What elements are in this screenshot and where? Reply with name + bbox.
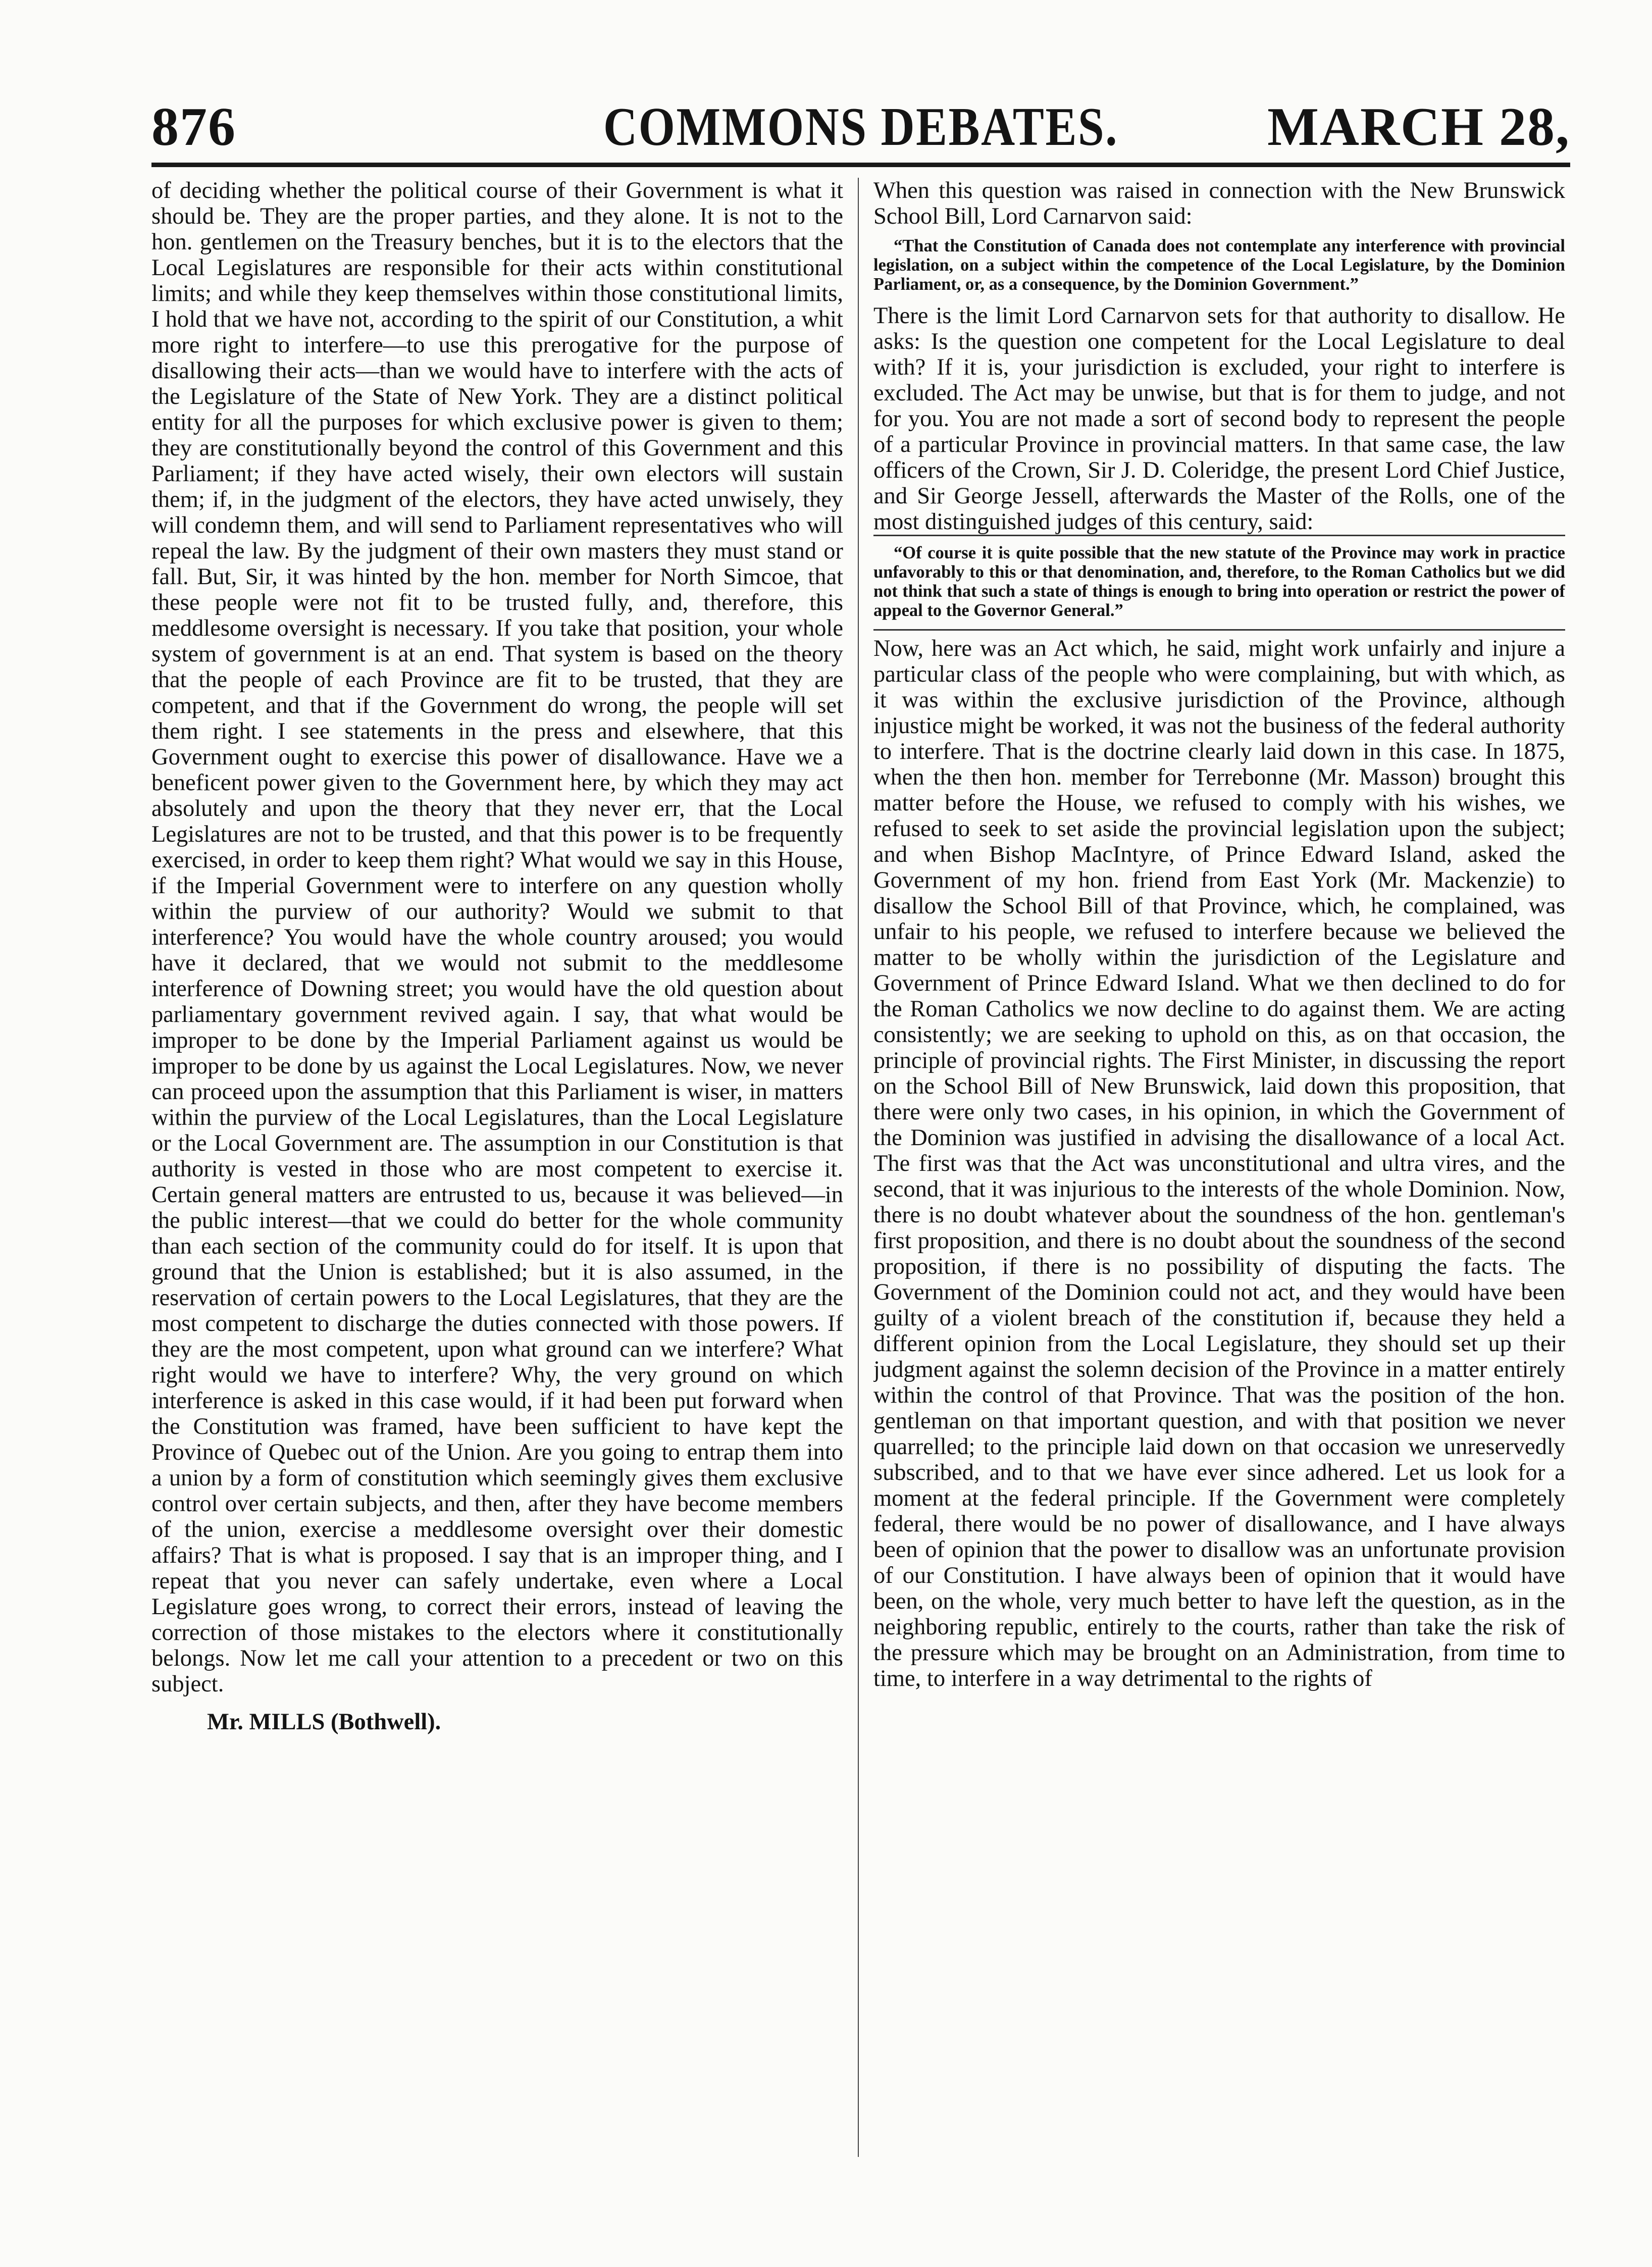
block-quote: “That the Constitution of Canada does not contemplate any interference with provincial legislation, on a subject within the competence of the Local Legislature, by the Dominion Parliament, or, as a consequence, by the Dominion Government.” (873, 236, 1565, 294)
left-paragraph: of deciding whether the political course of their Government is what it should be. They are the proper parties, and they alone. It is not to the hon. gentlemen on the Treasury benches, but it is to the electors that the Local Legislatures are responsible for their acts within constitutional limits; and while they keep themselves within those constitutional limits, I hold that we have not, according to the spirit of our Constitution, a whit more right to interfere—to use this prerogative for the purpose of disallowing their acts—than we would have to interfere with the acts of the Legislature of the State of New York. They are a distinct political entity for all the purposes for which exclusive power is given to them; they are constitutionally beyond the control of this Government and this Parliament; if they have acted wisely, their own electors will sustain them; if, in the judgment of the electors, they have acted unwisely, they will condemn them, and will send to Parliament representatives who will repeal the law. By the judgment of their own masters they must stand or fall. But, Sir, it was hinted by the hon. member for North Simcoe, that these people were not fit to be trusted fully, and, therefore, this meddlesome oversight is necessary. If you take that position, your whole system of government is at an end. That system is based on the theory that the people of each Province are fit to be trusted, that they are competent, and that if the Government do wrong, the people will set them right. I see statements in the press and elsewhere, that this Government ought to exercise this power of disallowance. Have we a beneficent power given to the Government here, by which they may act absolutely and upon the theory that they never err, that the Local Legislatures are not to be trusted, and that this power is to be frequently exercised, in order to keep them right? What would we say in this House, if the Imperial Government were to interfere on any question wholly within the purview of our authority? Would we submit to that interference? You would have the whole country aroused; you would have it declared, that we would not submit to the meddlesome interference of Downing street; you would have the old question about parliamentary government revived again. I say, that what would be improper to be done by the Imperial Parliament against us would be improper to be done by us against the Local Legislatures. Now, we never can proceed upon the assumption that this Parliament is wiser, in matters within the purview of the Local Legislatures, than the Local Legislature or the Local Government are. The assumption in our Constitution is that authority is vested in those who are most competent to exercise it. Certain general matters are entrusted to us, because it was believed—in the public interest—that we could do better for the whole community than each section of the community could do for itself. It is upon that ground that the Union is established; but it is also assumed, in the reservation of certain powers to the Local Legislatures, that they are the most competent to discharge the duties connected with those powers. If they are the most competent, upon what ground can we interfere? What right would we have to interfere? Why, the very ground on which interference is asked in this case would, if it had been put forward when the Constitution was framed, have been sufficient to have kept the Province of Quebec out of the Union. Are you going to entrap them into a union by a form of constitution which seemingly gives them exclusive control over certain subjects, and then, after they have become members of the union, exercise a meddlesome oversight over their domestic affairs? That is what is proposed. I say that is an improper thing, and I repeat that you never can safely undertake, even where a Local Legislature goes wrong, to correct their errors, instead of leaving the correction of those mistakes to the electors where it constitutionally belongs. Now let me call your attention to a precedent or two on this subject. (151, 178, 843, 1697)
header-date: MARCH 28, (1267, 97, 1570, 157)
quote-rule (873, 629, 1565, 631)
right-paragraph: When this question was raised in connection with the New Brunswick School Bill, Lord Carnarvon said: (873, 178, 1565, 229)
header-rule (151, 163, 1570, 167)
page-number: 876 (151, 97, 236, 157)
quote-rule (873, 535, 1565, 536)
page-header (151, 96, 1570, 167)
block-quote: “Of course it is quite possible that the new statute of the Province may work in practice unfavorably to this or that denomination, and, therefore, to the Roman Catholics but we did not think that such a state of things is enough to bring into operation or restrict the power of appeal to the Governor General.” (873, 543, 1565, 620)
column-divider (858, 178, 859, 2157)
right-paragraph: There is the limit Lord Carnarvon sets for that authority to disallow. He asks: Is the question one competent for the Local Legislature to deal with? If it is, your jurisdiction is excluded, your right to interfere is excluded. The Act may be unwise, but that is for them to judge, and not for you. You are not made a sort of second body to represent the people of a particular Province in provincial matters. In that same case, the law officers of the Crown, Sir J. D. Coleridge, the present Lord Chief Justice, and Sir George Jessell, afterwards the Master of the Rolls, one of the most distinguished judges of this century, said: (873, 303, 1565, 535)
right-column (873, 178, 1565, 2177)
speaker-label: Mr. MILLS (Bothwell). (207, 1709, 441, 1735)
running-title: COMMONS DEBATES. (603, 97, 1119, 157)
left-column (151, 178, 843, 2177)
right-paragraph: Now, here was an Act which, he said, might work unfairly and injure a particular class of the people who were complaining, but with which, as it was within the exclusive jurisdiction of the Province, although injustice might be worked, it was not the business of the federal authority to interfere. That is the doctrine clearly laid down in this case. In 1875, when the then hon. member for Terrebonne (Mr. Masson) brought this matter before the House, we refused to comply with his wishes, we refused to seek to set aside the provincial legislation upon the subject; and when Bishop MacIntyre, of Prince Edward Island, asked the Government of my hon. friend from East York (Mr. Mackenzie) to disallow the School Bill of that Province, which, he complained, was unfair to his people, we refused to interfere because we believed the matter to be wholly within the jurisdiction of the Legislature and Government of Prince Edward Island. What we then declined to do for the Roman Catholics we now decline to do against them. We are acting consistently; we are seeking to uphold on this, as on that occasion, the principle of provincial rights. The First Minister, in discussing the report on the School Bill of New Brunswick, laid down this proposition, that there were only two cases, in his opinion, in which the Government of the Dominion was justified in advising the disallowance of a local Act. The first was that the Act was unconstitutional and ultra vires, and the second, that it was injurious to the interests of the whole Dominion. Now, there is no doubt whatever about the soundness of the hon. gentleman's first proposition, and there is no doubt about the soundness of the second proposition, if there is no possibility of disputing the facts. The Government of the Dominion could not act, and they would have been guilty of a violent breach of the constitution if, because they held a different opinion from the Local Legislature, they should set up their judgment against the solemn decision of the Province in a matter entirely within the control of that Province. That was the position of the hon. gentleman on that important question, and with that position we never quarrelled; to the principle laid down on that occasion we unreservedly subscribed, and to that we have ever since adhered. Let us look for a moment at the federal principle. If the Government were completely federal, there would be no power of disallowance, and I have always been of opinion that the power to disallow was an unfortunate provision of our Constitution. I have always been of opinion that it would have been, on the whole, very much better to have left the question, as in the neighboring republic, entirely to the courts, rather than take the risk of the pressure which may be brought on an Administration, from time to time, to interfere in a way detrimental to the rights of (873, 636, 1565, 1691)
